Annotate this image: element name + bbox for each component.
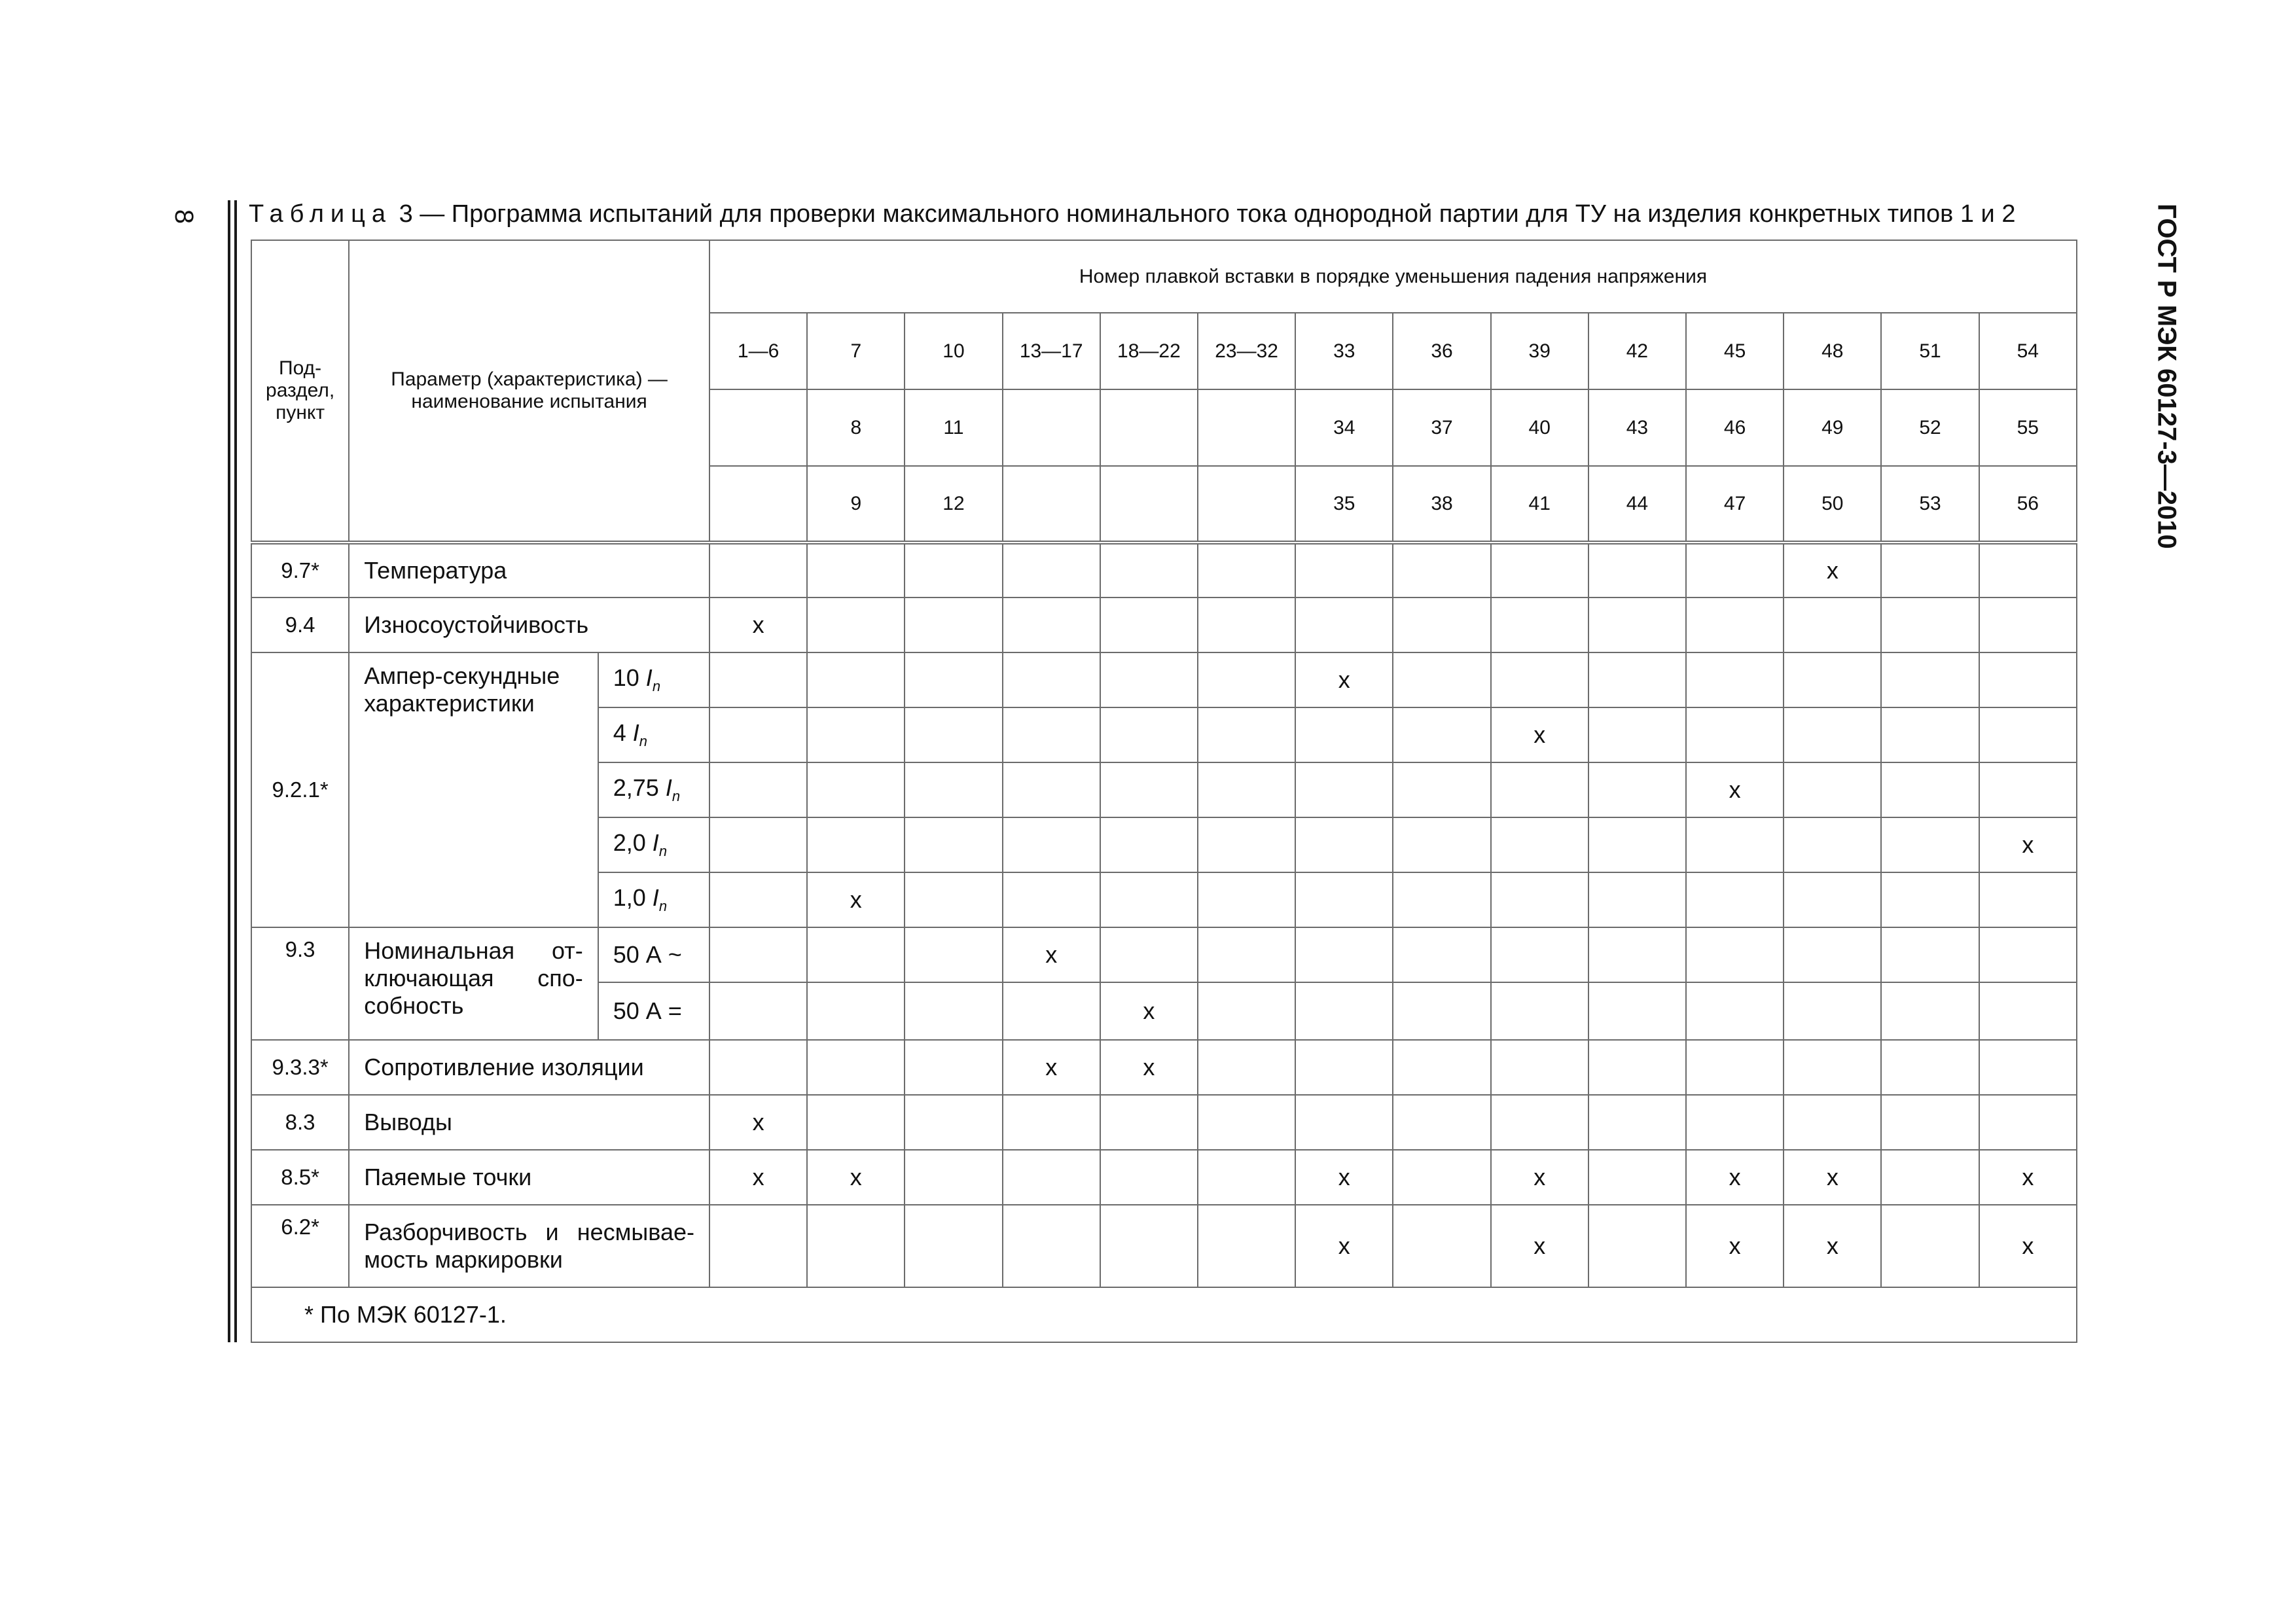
mark-cell — [1295, 762, 1393, 817]
mark-cell — [1588, 543, 1686, 597]
fuse-number: 42 — [1588, 313, 1686, 389]
mark-cell — [1100, 1150, 1198, 1205]
mark-cell: x — [1295, 1150, 1393, 1205]
mark-cell — [1588, 927, 1686, 982]
mark-cell — [1784, 982, 1881, 1040]
mark-cell — [1881, 762, 1979, 817]
mark-cell — [1295, 982, 1393, 1040]
mark-cell: x — [807, 872, 905, 927]
fuse-number — [709, 389, 807, 466]
mark-cell — [1588, 652, 1686, 707]
mark-cell: x — [1784, 543, 1881, 597]
mark-cell — [1100, 1095, 1198, 1150]
fuse-number: 55 — [1979, 389, 2077, 466]
mark-cell — [1979, 927, 2077, 982]
mark-cell — [1198, 927, 1295, 982]
mark-cell — [709, 872, 807, 927]
mark-cell — [1393, 1205, 1490, 1287]
mark-cell — [1100, 543, 1198, 597]
mark-cell — [1003, 872, 1100, 927]
mark-cell — [1588, 1150, 1686, 1205]
mark-cell — [709, 652, 807, 707]
mark-cell — [1003, 817, 1100, 872]
mark-cell — [1100, 927, 1198, 982]
mark-cell: x — [709, 1095, 807, 1150]
mark-cell — [1198, 652, 1295, 707]
mark-cell — [1295, 872, 1393, 927]
fuse-number: 46 — [1686, 389, 1784, 466]
mark-cell: x — [1686, 762, 1784, 817]
table-caption — [249, 200, 2015, 228]
fuse-number: 9 — [807, 466, 905, 543]
mark-cell: x — [1784, 1205, 1881, 1287]
mark-cell: x — [1003, 1040, 1100, 1095]
mark-cell — [905, 872, 1002, 927]
mark-cell — [905, 762, 1002, 817]
row-section: 9.7* — [251, 543, 349, 597]
fuse-number — [1198, 389, 1295, 466]
mark-cell — [1784, 597, 1881, 652]
mark-cell — [1979, 762, 2077, 817]
mark-cell — [1100, 652, 1198, 707]
mark-cell — [905, 1205, 1002, 1287]
mark-cell: x — [1979, 1205, 2077, 1287]
mark-cell — [1295, 597, 1393, 652]
mark-cell — [1686, 543, 1784, 597]
mark-cell — [1881, 707, 1979, 762]
mark-cell — [1491, 1095, 1588, 1150]
mark-cell: x — [1295, 652, 1393, 707]
mark-cell — [1784, 872, 1881, 927]
mark-cell — [1784, 817, 1881, 872]
table-caption-lead: Таблица — [249, 200, 392, 228]
mark-cell — [1491, 1040, 1588, 1095]
mark-cell — [1393, 1095, 1490, 1150]
mark-cell — [1588, 1095, 1686, 1150]
mark-cell: x — [1979, 1150, 2077, 1205]
table-row — [251, 652, 2077, 707]
fuse-number: 11 — [905, 389, 1002, 466]
mark-cell — [1979, 707, 2077, 762]
footnote-row — [251, 1287, 2077, 1342]
mark-cell — [1881, 1040, 1979, 1095]
mark-cell — [1588, 817, 1686, 872]
fuse-number: 12 — [905, 466, 1002, 543]
mark-cell — [1686, 817, 1784, 872]
mark-cell — [1198, 707, 1295, 762]
fuse-number: 45 — [1686, 313, 1784, 389]
header-parameter: Параметр (характеристика) — наименование испытания — [349, 240, 709, 543]
mark-cell — [1491, 762, 1588, 817]
mark-cell — [1100, 597, 1198, 652]
mark-cell — [1588, 597, 1686, 652]
mark-cell — [1979, 1040, 2077, 1095]
mark-cell — [709, 1205, 807, 1287]
mark-cell — [1979, 1095, 2077, 1150]
mark-cell — [1686, 597, 1784, 652]
mark-cell — [1686, 927, 1784, 982]
mark-cell — [1393, 762, 1490, 817]
mark-cell — [807, 1095, 905, 1150]
fuse-number: 43 — [1588, 389, 1686, 466]
row-parameter: Сопротивление изоляции — [349, 1040, 709, 1095]
mark-cell — [1393, 817, 1490, 872]
header-row-group — [251, 240, 2077, 313]
fuse-number: 39 — [1491, 313, 1588, 389]
mark-cell — [1881, 872, 1979, 927]
mark-cell — [807, 1205, 905, 1287]
mark-cell — [905, 1040, 1002, 1095]
mark-cell — [1100, 707, 1198, 762]
fuse-number: 23—32 — [1198, 313, 1295, 389]
mark-cell — [807, 982, 905, 1040]
mark-cell — [1198, 762, 1295, 817]
mark-cell — [1393, 872, 1490, 927]
mark-cell — [1198, 1095, 1295, 1150]
fuse-number — [1003, 466, 1100, 543]
mark-cell — [709, 817, 807, 872]
breaking-current: 50 А ~ — [598, 927, 709, 982]
mark-cell — [807, 927, 905, 982]
fuse-number: 13—17 — [1003, 313, 1100, 389]
mark-cell — [1881, 817, 1979, 872]
mark-cell — [1686, 652, 1784, 707]
mark-cell — [807, 597, 905, 652]
mark-cell — [1979, 872, 2077, 927]
mark-cell — [1003, 1150, 1100, 1205]
mark-cell — [1198, 817, 1295, 872]
fuse-number: 44 — [1588, 466, 1686, 543]
mark-cell: x — [1295, 1205, 1393, 1287]
fuse-number: 53 — [1881, 466, 1979, 543]
mark-cell — [1881, 652, 1979, 707]
row-section: 9.3 — [251, 927, 349, 1040]
mark-cell — [1198, 1040, 1295, 1095]
mark-cell — [1491, 927, 1588, 982]
mark-cell — [1491, 597, 1588, 652]
mark-cell — [1881, 982, 1979, 1040]
mark-cell — [1003, 982, 1100, 1040]
mark-cell — [1588, 762, 1686, 817]
mark-cell — [1100, 872, 1198, 927]
mark-cell — [1979, 597, 2077, 652]
mark-cell — [1881, 927, 1979, 982]
mark-cell — [1100, 762, 1198, 817]
mark-cell — [1491, 817, 1588, 872]
mark-cell — [1979, 652, 2077, 707]
mark-cell — [1393, 597, 1490, 652]
mark-cell — [1491, 872, 1588, 927]
mark-cell — [807, 817, 905, 872]
fuse-number: 49 — [1784, 389, 1881, 466]
fuse-number — [709, 466, 807, 543]
table-row — [251, 927, 2077, 982]
mark-cell — [1003, 543, 1100, 597]
mark-cell: x — [1491, 1150, 1588, 1205]
mark-cell — [1686, 872, 1784, 927]
mark-cell — [1979, 982, 2077, 1040]
fuse-number: 52 — [1881, 389, 1979, 466]
mark-cell — [1784, 652, 1881, 707]
current-multiple: 1,0 $I_n$ — [598, 872, 709, 927]
mark-cell — [1003, 652, 1100, 707]
header-section: Под-раздел, пункт — [251, 240, 349, 543]
mark-cell — [905, 707, 1002, 762]
mark-cell — [1198, 982, 1295, 1040]
mark-cell — [905, 652, 1002, 707]
mark-cell — [709, 927, 807, 982]
margin-rule-inner — [234, 200, 237, 1342]
mark-cell — [1979, 543, 2077, 597]
mark-cell — [1198, 1205, 1295, 1287]
fuse-number: 48 — [1784, 313, 1881, 389]
test-program-table — [251, 240, 2077, 1343]
fuse-number: 33 — [1295, 313, 1393, 389]
mark-cell — [905, 817, 1002, 872]
mark-cell — [1881, 1150, 1979, 1205]
mark-cell — [1003, 762, 1100, 817]
fuse-number — [1003, 389, 1100, 466]
mark-cell — [1295, 927, 1393, 982]
mark-cell — [1003, 1095, 1100, 1150]
row-parameter: Разборчивость и несмывае-мость маркировки — [349, 1205, 709, 1287]
fuse-number: 51 — [1881, 313, 1979, 389]
mark-cell — [905, 982, 1002, 1040]
mark-cell — [1881, 597, 1979, 652]
mark-cell: x — [1784, 1150, 1881, 1205]
mark-cell — [1393, 543, 1490, 597]
mark-cell: x — [1100, 1040, 1198, 1095]
mark-cell — [1686, 1095, 1784, 1150]
mark-cell — [1295, 543, 1393, 597]
fuse-number: 47 — [1686, 466, 1784, 543]
fuse-number — [1100, 389, 1198, 466]
table-row — [251, 1205, 2077, 1287]
mark-cell — [1588, 1040, 1686, 1095]
current-multiple: 2,0 $I_n$ — [598, 817, 709, 872]
mark-cell: x — [1686, 1150, 1784, 1205]
table-row — [251, 1040, 2077, 1095]
mark-cell — [1686, 982, 1784, 1040]
current-multiple: 2,75 $I_n$ — [598, 762, 709, 817]
fuse-number: 10 — [905, 313, 1002, 389]
mark-cell — [1100, 1205, 1198, 1287]
mark-cell — [807, 707, 905, 762]
fuse-number: 34 — [1295, 389, 1393, 466]
table-row — [251, 543, 2077, 597]
mark-cell — [709, 1040, 807, 1095]
standard-title — [2121, 196, 2212, 556]
mark-cell — [1588, 872, 1686, 927]
mark-cell — [1784, 927, 1881, 982]
mark-cell — [905, 597, 1002, 652]
mark-cell — [1784, 707, 1881, 762]
mark-cell — [1393, 1150, 1490, 1205]
mark-cell — [1784, 1095, 1881, 1150]
mark-cell — [1100, 817, 1198, 872]
mark-cell — [1003, 1205, 1100, 1287]
mark-cell — [1198, 543, 1295, 597]
fuse-number: 1—6 — [709, 313, 807, 389]
mark-cell — [1588, 982, 1686, 1040]
fuse-number — [1198, 466, 1295, 543]
mark-cell — [1686, 707, 1784, 762]
mark-cell — [1295, 1040, 1393, 1095]
mark-cell — [807, 1040, 905, 1095]
mark-cell — [1393, 1040, 1490, 1095]
row-parameter: Ампер-секундные характеристики — [349, 652, 598, 927]
mark-cell — [1295, 1095, 1393, 1150]
mark-cell — [1393, 982, 1490, 1040]
mark-cell — [807, 762, 905, 817]
row-parameter: Износоустойчивость — [349, 597, 709, 652]
mark-cell: x — [1491, 707, 1588, 762]
row-parameter: Выводы — [349, 1095, 709, 1150]
table-caption-text: 3 — Программа испытаний для проверки максимального номинального тока однородной партии для ТУ на изделия конкретных типов 1 и 2 — [399, 200, 2016, 228]
mark-cell — [1491, 982, 1588, 1040]
fuse-number: 8 — [807, 389, 905, 466]
row-section: 8.3 — [251, 1095, 349, 1150]
mark-cell — [709, 762, 807, 817]
breaking-current: 50 А = — [598, 982, 709, 1040]
fuse-number: 54 — [1979, 313, 2077, 389]
mark-cell — [1393, 927, 1490, 982]
mark-cell — [709, 543, 807, 597]
margin-rule-outer — [228, 200, 230, 1342]
fuse-number: 38 — [1393, 466, 1490, 543]
mark-cell — [1491, 652, 1588, 707]
mark-cell — [1784, 1040, 1881, 1095]
mark-cell — [1198, 597, 1295, 652]
mark-cell: x — [1100, 982, 1198, 1040]
footnote: * По МЭК 60127-1. — [251, 1287, 2077, 1342]
fuse-number: 37 — [1393, 389, 1490, 466]
mark-cell: x — [807, 1150, 905, 1205]
table-row — [251, 1150, 2077, 1205]
mark-cell — [709, 982, 807, 1040]
table-row — [251, 597, 2077, 652]
mark-cell — [1003, 597, 1100, 652]
mark-cell — [905, 1150, 1002, 1205]
mark-cell — [1198, 872, 1295, 927]
mark-cell: x — [1979, 817, 2077, 872]
mark-cell: x — [1491, 1205, 1588, 1287]
row-section: 9.2.1* — [251, 652, 349, 927]
mark-cell: x — [1003, 927, 1100, 982]
mark-cell — [807, 652, 905, 707]
mark-cell: x — [709, 1150, 807, 1205]
mark-cell — [1588, 707, 1686, 762]
mark-cell — [905, 927, 1002, 982]
row-section: 8.5* — [251, 1150, 349, 1205]
mark-cell — [1881, 543, 1979, 597]
mark-cell — [1588, 1205, 1686, 1287]
fuse-number: 7 — [807, 313, 905, 389]
mark-cell — [1393, 652, 1490, 707]
mark-cell — [1881, 1205, 1979, 1287]
mark-cell — [1784, 762, 1881, 817]
current-multiple: 4 $I_n$ — [598, 707, 709, 762]
fuse-number: 40 — [1491, 389, 1588, 466]
table-row — [251, 1095, 2077, 1150]
fuse-number: 35 — [1295, 466, 1393, 543]
mark-cell — [1491, 543, 1588, 597]
fuse-number: 56 — [1979, 466, 2077, 543]
fuse-number: 50 — [1784, 466, 1881, 543]
mark-cell — [807, 543, 905, 597]
row-section: 6.2* — [251, 1205, 349, 1287]
row-parameter: Номинальная от-ключающая спо-собность — [349, 927, 598, 1040]
mark-cell — [905, 1095, 1002, 1150]
mark-cell — [1003, 707, 1100, 762]
mark-cell — [1881, 1095, 1979, 1150]
page-number: 8 — [170, 209, 198, 224]
fuse-number: 36 — [1393, 313, 1490, 389]
mark-cell — [1295, 817, 1393, 872]
mark-cell — [1198, 1150, 1295, 1205]
standard-title-text: ГОСТ Р МЭК 60127-3—2010 — [2152, 204, 2181, 549]
row-parameter: Паяемые точки — [349, 1150, 709, 1205]
fuse-number: 41 — [1491, 466, 1588, 543]
row-parameter: Температура — [349, 543, 709, 597]
mark-cell: x — [709, 597, 807, 652]
fuse-number: 18—22 — [1100, 313, 1198, 389]
mark-cell — [709, 707, 807, 762]
fuse-number — [1100, 466, 1198, 543]
header-group-title: Номер плавкой вставки в порядке уменьшения падения напряжения — [709, 240, 2077, 313]
row-section: 9.4 — [251, 597, 349, 652]
mark-cell — [1393, 707, 1490, 762]
mark-cell — [1686, 1040, 1784, 1095]
row-section: 9.3.3* — [251, 1040, 349, 1095]
mark-cell — [905, 543, 1002, 597]
current-multiple: 10 $I_n$ — [598, 652, 709, 707]
mark-cell — [1295, 707, 1393, 762]
mark-cell: x — [1686, 1205, 1784, 1287]
